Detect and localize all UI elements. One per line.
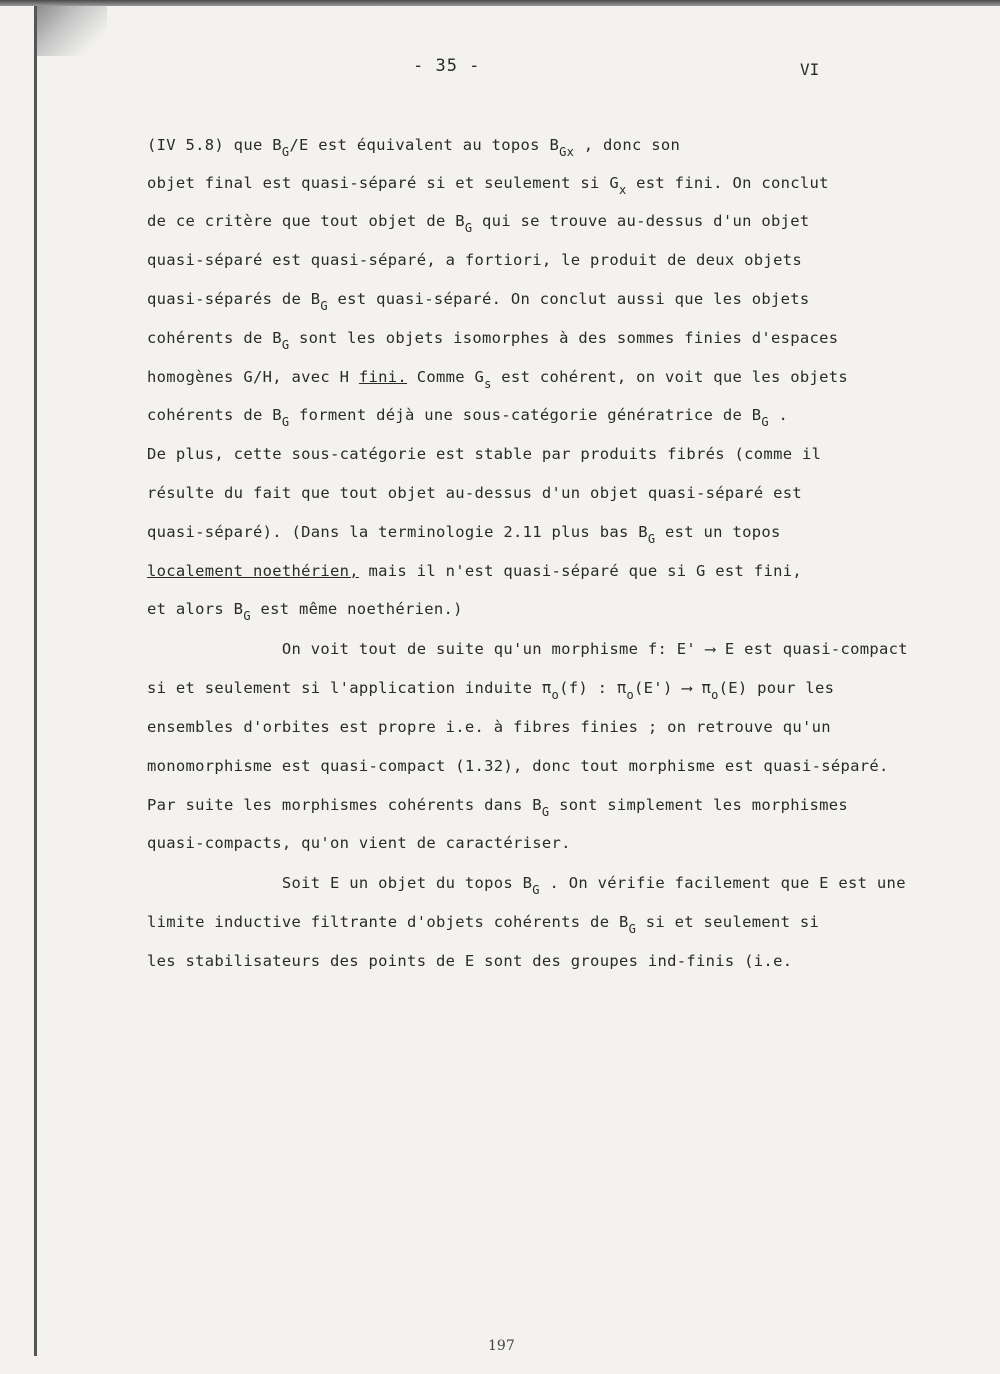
- text-line: [147, 913, 819, 936]
- text-run: (f) : π: [559, 679, 627, 697]
- text-run: qui se trouve au-dessus d'un objet: [472, 212, 810, 230]
- text-run: quasi-séparé est quasi-séparé, a fortiori, le produit de deux objets: [147, 251, 802, 269]
- text-line: [147, 368, 848, 391]
- subscript: o: [551, 688, 560, 702]
- page-corner-shadow: [37, 6, 107, 56]
- text-line: [147, 406, 788, 429]
- text-line: [147, 757, 889, 775]
- subscript: G: [320, 299, 328, 313]
- subscript: G: [647, 532, 656, 546]
- subscript: G: [243, 609, 251, 623]
- text-run: cohérents de B: [147, 406, 282, 424]
- text-run: (E') ⟶ π: [634, 679, 712, 697]
- text-run: fini.: [358, 368, 408, 386]
- section-number: VI: [800, 60, 820, 79]
- text-run: si et seulement si: [636, 913, 820, 931]
- text-line: [147, 251, 802, 269]
- text-run: ensembles d'orbites est propre i.e. à fibres finies ; on retrouve qu'un: [147, 718, 831, 736]
- subscript: G: [281, 415, 290, 429]
- text-line: [147, 136, 680, 159]
- subscript: x: [618, 183, 627, 197]
- text-run: mais il n'est quasi-séparé que si G est fini,: [358, 562, 802, 580]
- text-run: Par suite les morphismes cohérents dans B: [147, 796, 542, 814]
- text-run: sont simplement les morphismes: [549, 796, 849, 814]
- page-left-edge: [34, 6, 37, 1356]
- text-run: est fini. On conclut: [626, 174, 829, 192]
- text-line: [147, 834, 571, 852]
- text-run: sont les objets isomorphes à des sommes finies d'espaces: [289, 329, 839, 347]
- page-top-edge: [0, 0, 1000, 6]
- folio-number: 197: [488, 1338, 515, 1354]
- subscript: G: [559, 145, 567, 159]
- text-run: limite inductive filtrante d'objets cohérents de B: [147, 913, 629, 931]
- text-run: monomorphisme est quasi-compact (1.32), donc tout morphisme est quasi-séparé.: [147, 757, 889, 775]
- text-run: (E) pour les: [718, 679, 835, 697]
- text-run: quasi-séparé). (Dans la terminologie 2.11 plus bas B: [147, 523, 648, 541]
- text-line: [147, 445, 821, 463]
- text-run: , donc son: [574, 136, 681, 154]
- text-line: [147, 640, 908, 658]
- text-run: quasi-compacts, qu'on vient de caractériser.: [147, 834, 571, 852]
- text-line: [147, 718, 831, 736]
- text-line: [147, 290, 810, 313]
- subscript: G: [532, 883, 540, 897]
- subscript: x: [566, 145, 575, 159]
- text-run: Soit E un objet du topos B: [147, 874, 533, 892]
- text-run: Comme G: [407, 368, 485, 386]
- text-run: résulte du fait que tout objet au-dessus d'un objet quasi-séparé est: [147, 484, 802, 502]
- text-run: On voit tout de suite qu'un morphisme f: E' ⟶ E est quasi-compact: [147, 640, 908, 658]
- text-run: de ce critère que tout objet de B: [147, 212, 465, 230]
- text-run: De plus, cette sous-catégorie est stable par produits fibrés (comme il: [147, 445, 822, 463]
- text-run: cohérents de B: [147, 329, 282, 347]
- text-run: est quasi-séparé. On conclut aussi que les objets: [327, 290, 810, 308]
- text-run: quasi-séparés de B: [147, 290, 321, 308]
- text-run: est même noethérien.): [250, 600, 463, 618]
- text-run: (IV 5.8) que B: [147, 136, 282, 154]
- text-run: est un topos: [655, 523, 781, 541]
- text-run: /E est équivalent au topos B: [289, 136, 560, 154]
- text-run: si et seulement si l'application induite π: [147, 679, 552, 697]
- subscript: G: [628, 922, 637, 936]
- text-run: et alors B: [147, 600, 244, 618]
- text-run: .: [768, 406, 789, 424]
- text-line: [147, 874, 906, 897]
- text-run: . On vérifie facilement que E est une: [539, 874, 906, 892]
- text-run: localement noethérien,: [147, 562, 359, 580]
- subscript: s: [484, 377, 492, 391]
- text-line: [147, 212, 810, 235]
- subscript: G: [464, 221, 473, 235]
- text-run: objet final est quasi-séparé si et seulement si G: [147, 174, 619, 192]
- text-run: est cohérent, on voit que les objets: [491, 368, 849, 386]
- text-line: [147, 679, 834, 702]
- text-line: [147, 329, 838, 352]
- subscript: o: [626, 688, 635, 702]
- subscript: G: [761, 415, 769, 429]
- text-run: forment déjà une sous-catégorie génératrice de B: [289, 406, 762, 424]
- text-line: [147, 484, 802, 502]
- text-run: homogènes G/H, avec H: [147, 368, 359, 386]
- subscript: G: [281, 338, 290, 352]
- text-line: [147, 562, 802, 580]
- subscript: o: [711, 688, 719, 702]
- text-line: [147, 952, 792, 970]
- page-number: - 35 -: [413, 56, 481, 76]
- subscript: G: [281, 145, 290, 159]
- text-line: [147, 600, 463, 623]
- text-line: [147, 174, 829, 197]
- subscript: G: [541, 805, 550, 819]
- text-line: [147, 796, 848, 819]
- text-run: les stabilisateurs des points de E sont des groupes ind-finis (i.e.: [147, 952, 793, 970]
- text-line: [147, 523, 781, 546]
